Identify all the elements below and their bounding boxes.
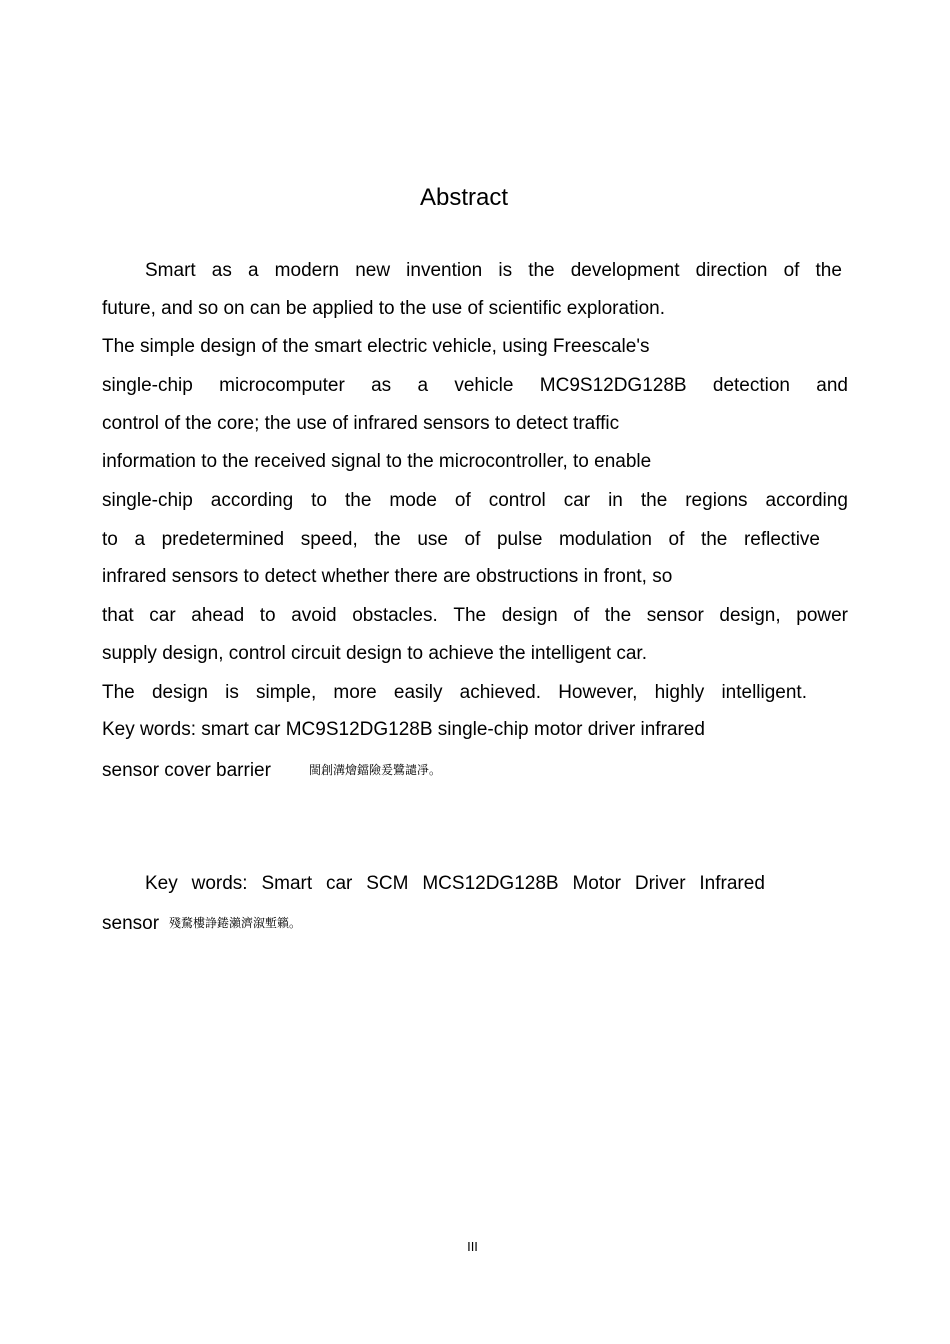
word: single-chip	[102, 490, 193, 511]
word: control	[488, 490, 546, 511]
word: Driver	[634, 873, 686, 894]
word: according	[210, 490, 294, 511]
word: SCM	[366, 873, 409, 894]
keywords2-line-2	[102, 911, 301, 936]
word: use	[417, 529, 448, 550]
word: Infrared	[699, 873, 765, 894]
word: regions	[685, 490, 748, 511]
paragraph-line-12	[102, 681, 807, 705]
word: The	[102, 682, 135, 703]
word: development	[570, 260, 680, 281]
abstract-title: Abstract	[419, 184, 509, 211]
word: invention	[406, 260, 483, 281]
garbled-cjk-text: 閩創溝燴鐺險爰鷺譴凈。	[308, 763, 441, 777]
word: Key	[145, 873, 178, 894]
word: of	[464, 529, 481, 550]
word: obstacles.	[352, 605, 438, 626]
word: Smart	[261, 873, 313, 894]
word: power	[796, 605, 848, 626]
word: is	[225, 682, 239, 703]
garbled-cjk-text: 殘騖樓諍錈瀨濟溆塹籟。	[169, 916, 302, 930]
keywords2-line-1	[145, 872, 765, 896]
word: mode	[389, 490, 437, 511]
word: Motor	[572, 873, 622, 894]
word: simple,	[256, 682, 317, 703]
keywords-text: sensor	[102, 913, 160, 934]
paragraph-line-5: control of the core; the use of infrared sensors to detect traffic	[102, 413, 620, 434]
word: of	[454, 490, 471, 511]
word: that	[102, 605, 134, 626]
word: is	[498, 260, 513, 281]
word: and	[816, 375, 848, 396]
word: the	[374, 529, 401, 550]
word: design	[151, 682, 208, 703]
word: to	[102, 529, 118, 550]
paragraph-line-6: information to the received signal to the microcontroller, to enable	[102, 451, 652, 472]
word: a	[247, 260, 259, 281]
word: The	[453, 605, 487, 626]
word: car	[325, 873, 353, 894]
word: the	[815, 260, 842, 281]
paragraph-line-2: future, and so on can be applied to the use of scientific exploration.	[102, 298, 665, 319]
paragraph-line-10	[102, 604, 848, 628]
word: direction	[695, 260, 768, 281]
word: pulse	[496, 529, 543, 550]
word: speed,	[300, 529, 358, 550]
word: words:	[191, 873, 248, 894]
paragraph-line-4	[102, 374, 848, 398]
word: detection	[712, 375, 790, 396]
word: the	[344, 490, 372, 511]
word: car	[149, 605, 176, 626]
word: more	[333, 682, 377, 703]
word: new	[355, 260, 391, 281]
word: MCS12DG128B	[422, 873, 559, 894]
word: modulation	[558, 529, 652, 550]
word: intelligent.	[721, 682, 807, 703]
word: to	[259, 605, 276, 626]
paragraph-line-8	[102, 528, 820, 552]
keywords-line-2	[102, 758, 441, 783]
word: car	[563, 490, 591, 511]
word: design,	[719, 605, 781, 626]
word: of	[668, 529, 685, 550]
paragraph-line-3: The simple design of the smart electric vehicle, using Freescale's	[102, 336, 650, 357]
word: Smart	[145, 260, 196, 281]
word: single-chip	[102, 375, 193, 396]
keywords-text: sensor cover barrier	[102, 760, 271, 781]
paragraph-line-7	[102, 489, 848, 513]
word: predetermined	[161, 529, 285, 550]
word: modern	[274, 260, 340, 281]
paragraph-line-1	[145, 259, 842, 283]
word: vehicle	[454, 375, 514, 396]
word: microcomputer	[219, 375, 345, 396]
word: in	[608, 490, 623, 511]
word: the	[528, 260, 555, 281]
paragraph-line-11: supply design, control circuit design to achieve the intelligent car.	[102, 643, 647, 664]
word: sensor	[646, 605, 704, 626]
word: a	[417, 375, 429, 396]
word: of	[573, 605, 590, 626]
keywords-line-1: Key words: smart car MC9S12DG128B single-chip motor driver infrared	[102, 719, 705, 740]
word: to	[311, 490, 328, 511]
word: the	[700, 529, 728, 550]
word: highly	[654, 682, 705, 703]
word: avoid	[291, 605, 337, 626]
word: achieved.	[459, 682, 542, 703]
word: reflective	[743, 529, 820, 550]
word: as	[371, 375, 392, 396]
word: according	[765, 490, 848, 511]
word: as	[211, 260, 232, 281]
page-number: III	[467, 1239, 478, 1254]
word: the	[604, 605, 632, 626]
word: the	[640, 490, 668, 511]
paragraph-line-9: infrared sensors to detect whether there are obstructions in front, so	[102, 566, 673, 587]
word: ahead	[191, 605, 245, 626]
word: However,	[558, 682, 638, 703]
word: a	[134, 529, 146, 550]
word: of	[783, 260, 800, 281]
word: design	[501, 605, 558, 626]
word: easily	[393, 682, 443, 703]
word: MC9S12DG128B	[539, 375, 687, 396]
